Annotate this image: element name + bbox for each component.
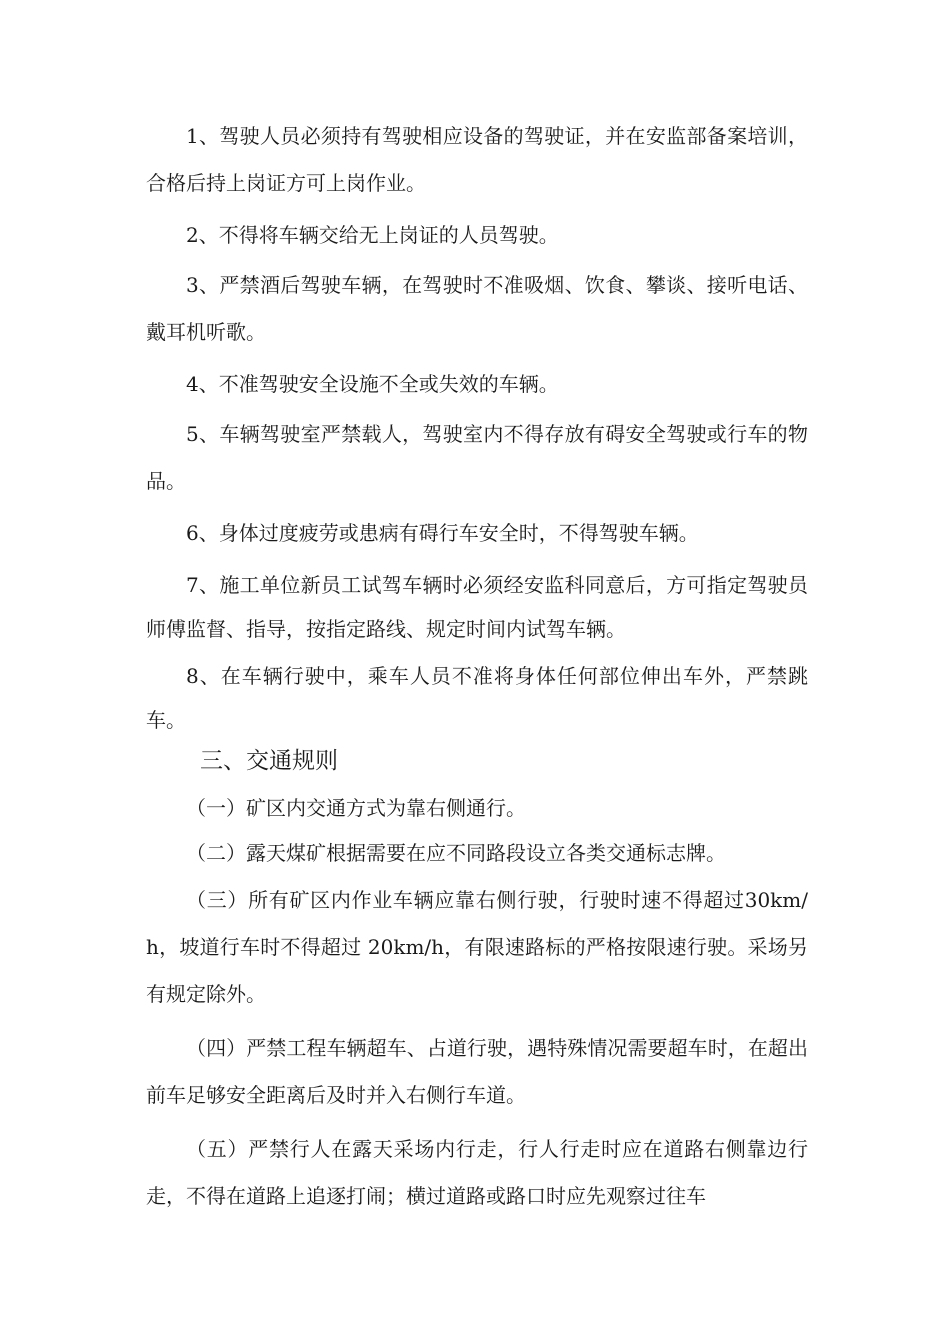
rule-item-5: 5、车辆驾驶室严禁载人，驾驶室内不得存放有碍安全驾驶或行车的物品。 (146, 422, 808, 493)
section-heading: 三、交通规则 (200, 748, 338, 774)
traffic-rule-3: （三）所有矿区内作业车辆应靠右侧行驶，行驶时速不得超过30km/h，坡道行车时不得超过 20km/h，有限速路标的严格按限速行驶。采场另有规定除外。 (146, 888, 808, 1006)
traffic-rule-5: （五）严禁行人在露天采场内行走，行人行走时应在道路右侧靠边行走，不得在道路上追逐打闹；横过道路或路口时应先观察过往车 (146, 1137, 808, 1208)
rule-item-2: 2、不得将车辆交给无上岗证的人员驾驶。 (186, 223, 559, 247)
rule-item-7: 7、施工单位新员工试驾车辆时必须经安监科同意后，方可指定驾驶员师傅监督、指导，按指定路线、规定时间内试驾车辆。 (146, 573, 808, 641)
rule-item-1: 1、驾驶人员必须持有驾驶相应设备的驾驶证，并在安监部备案培训，合格后持上岗证方可上岗作业。 (146, 124, 808, 195)
rule-item-6: 6、身体过度疲劳或患病有碍行车安全时，不得驾驶车辆。 (186, 521, 699, 545)
traffic-rule-4: （四）严禁工程车辆超车、占道行驶，遇特殊情况需要超车时，在超出前车足够安全距离后及时并入右侧行车道。 (146, 1036, 808, 1107)
traffic-rule-1: （一）矿区内交通方式为靠右侧通行。 (186, 796, 526, 820)
rule-item-3: 3、严禁酒后驾驶车辆，在驾驶时不准吸烟、饮食、攀谈、接听电话、戴耳机听歌。 (146, 273, 808, 344)
traffic-rule-2: （二）露天煤矿根据需要在应不同路段设立各类交通标志牌。 (186, 841, 726, 865)
rule-item-4: 4、不准驾驶安全设施不全或失效的车辆。 (186, 372, 559, 396)
rule-item-8: 8、在车辆行驶中，乘车人员不准将身体任何部位伸出车外，严禁跳车。 (146, 664, 808, 732)
